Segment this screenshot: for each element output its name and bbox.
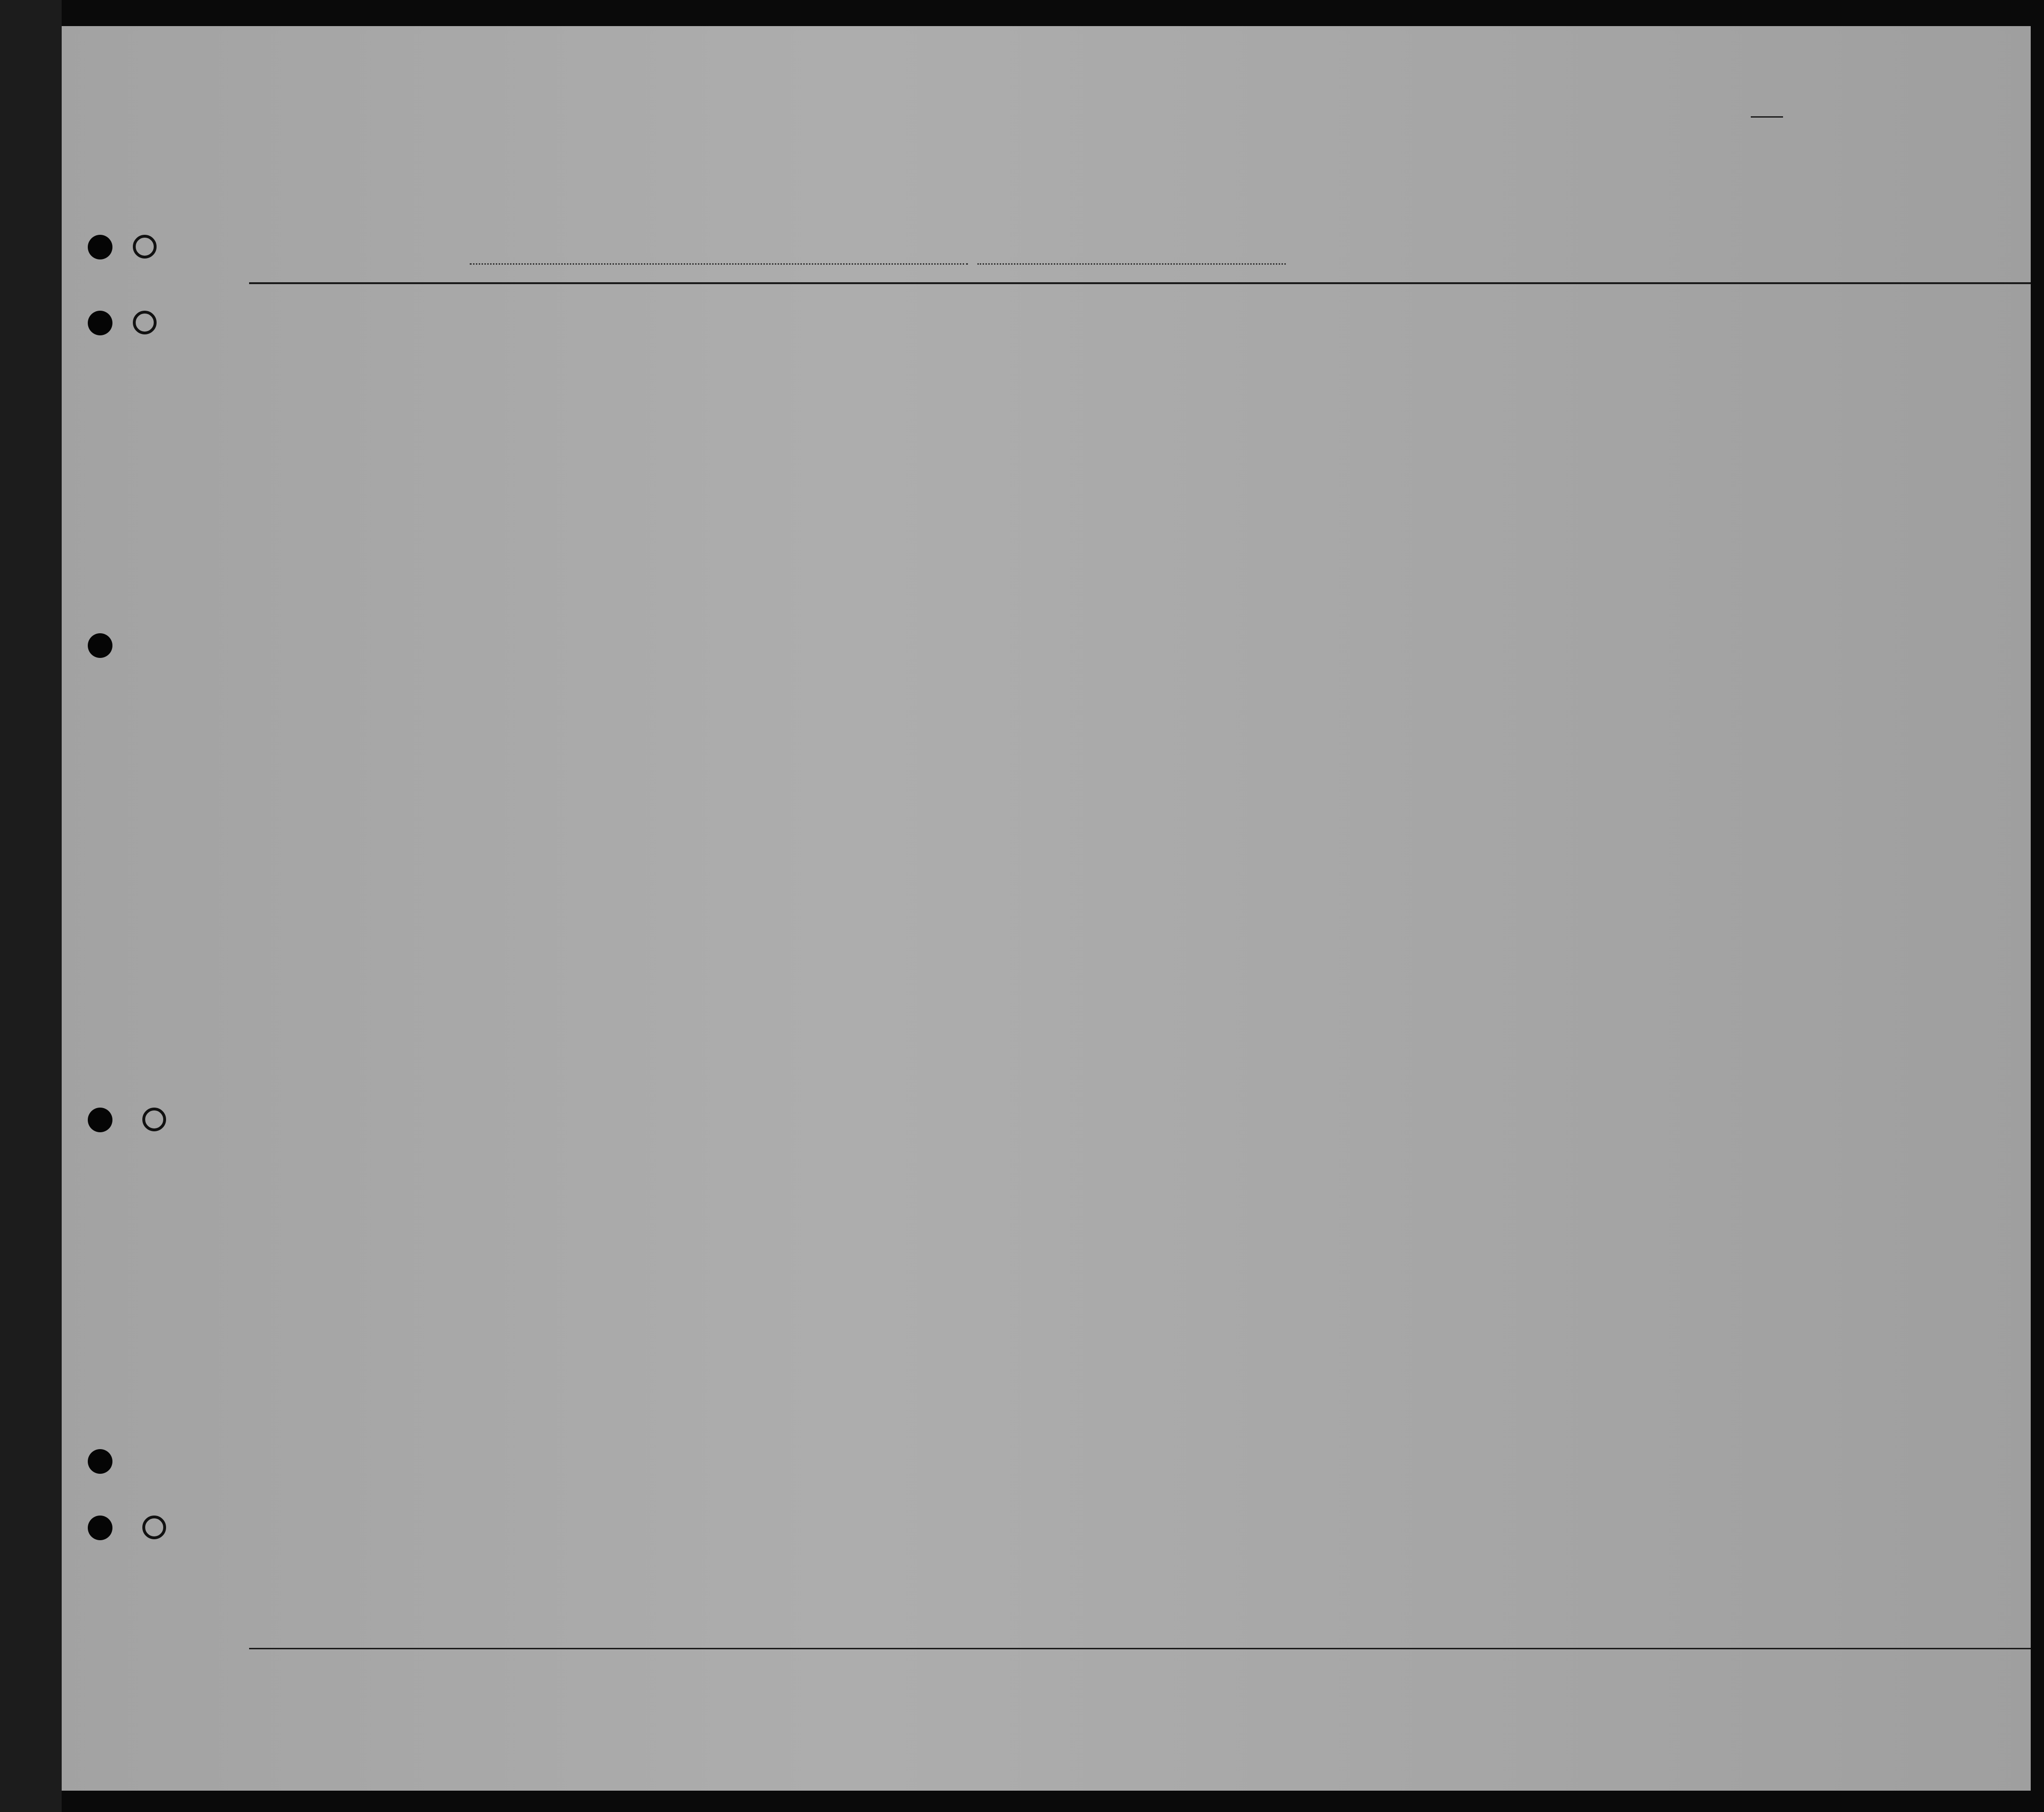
manifest-table — [249, 282, 2031, 1649]
binder-hole — [88, 1108, 112, 1132]
manifest-sheet — [62, 26, 2031, 1791]
binder-ring — [142, 1516, 166, 1539]
binder-hole — [88, 311, 112, 335]
binder-hole — [88, 235, 112, 259]
binder-ring — [142, 1108, 166, 1131]
list-number — [1751, 90, 1783, 118]
port-line — [470, 263, 968, 265]
list-value — [1751, 97, 1783, 118]
binder-ring — [133, 235, 157, 259]
binder-hole — [88, 1516, 112, 1540]
scan-edge — [0, 0, 62, 1812]
binder-hole — [88, 1449, 112, 1474]
binder-hole — [88, 633, 112, 658]
binder-ring — [133, 311, 157, 334]
date-line — [977, 263, 1286, 265]
